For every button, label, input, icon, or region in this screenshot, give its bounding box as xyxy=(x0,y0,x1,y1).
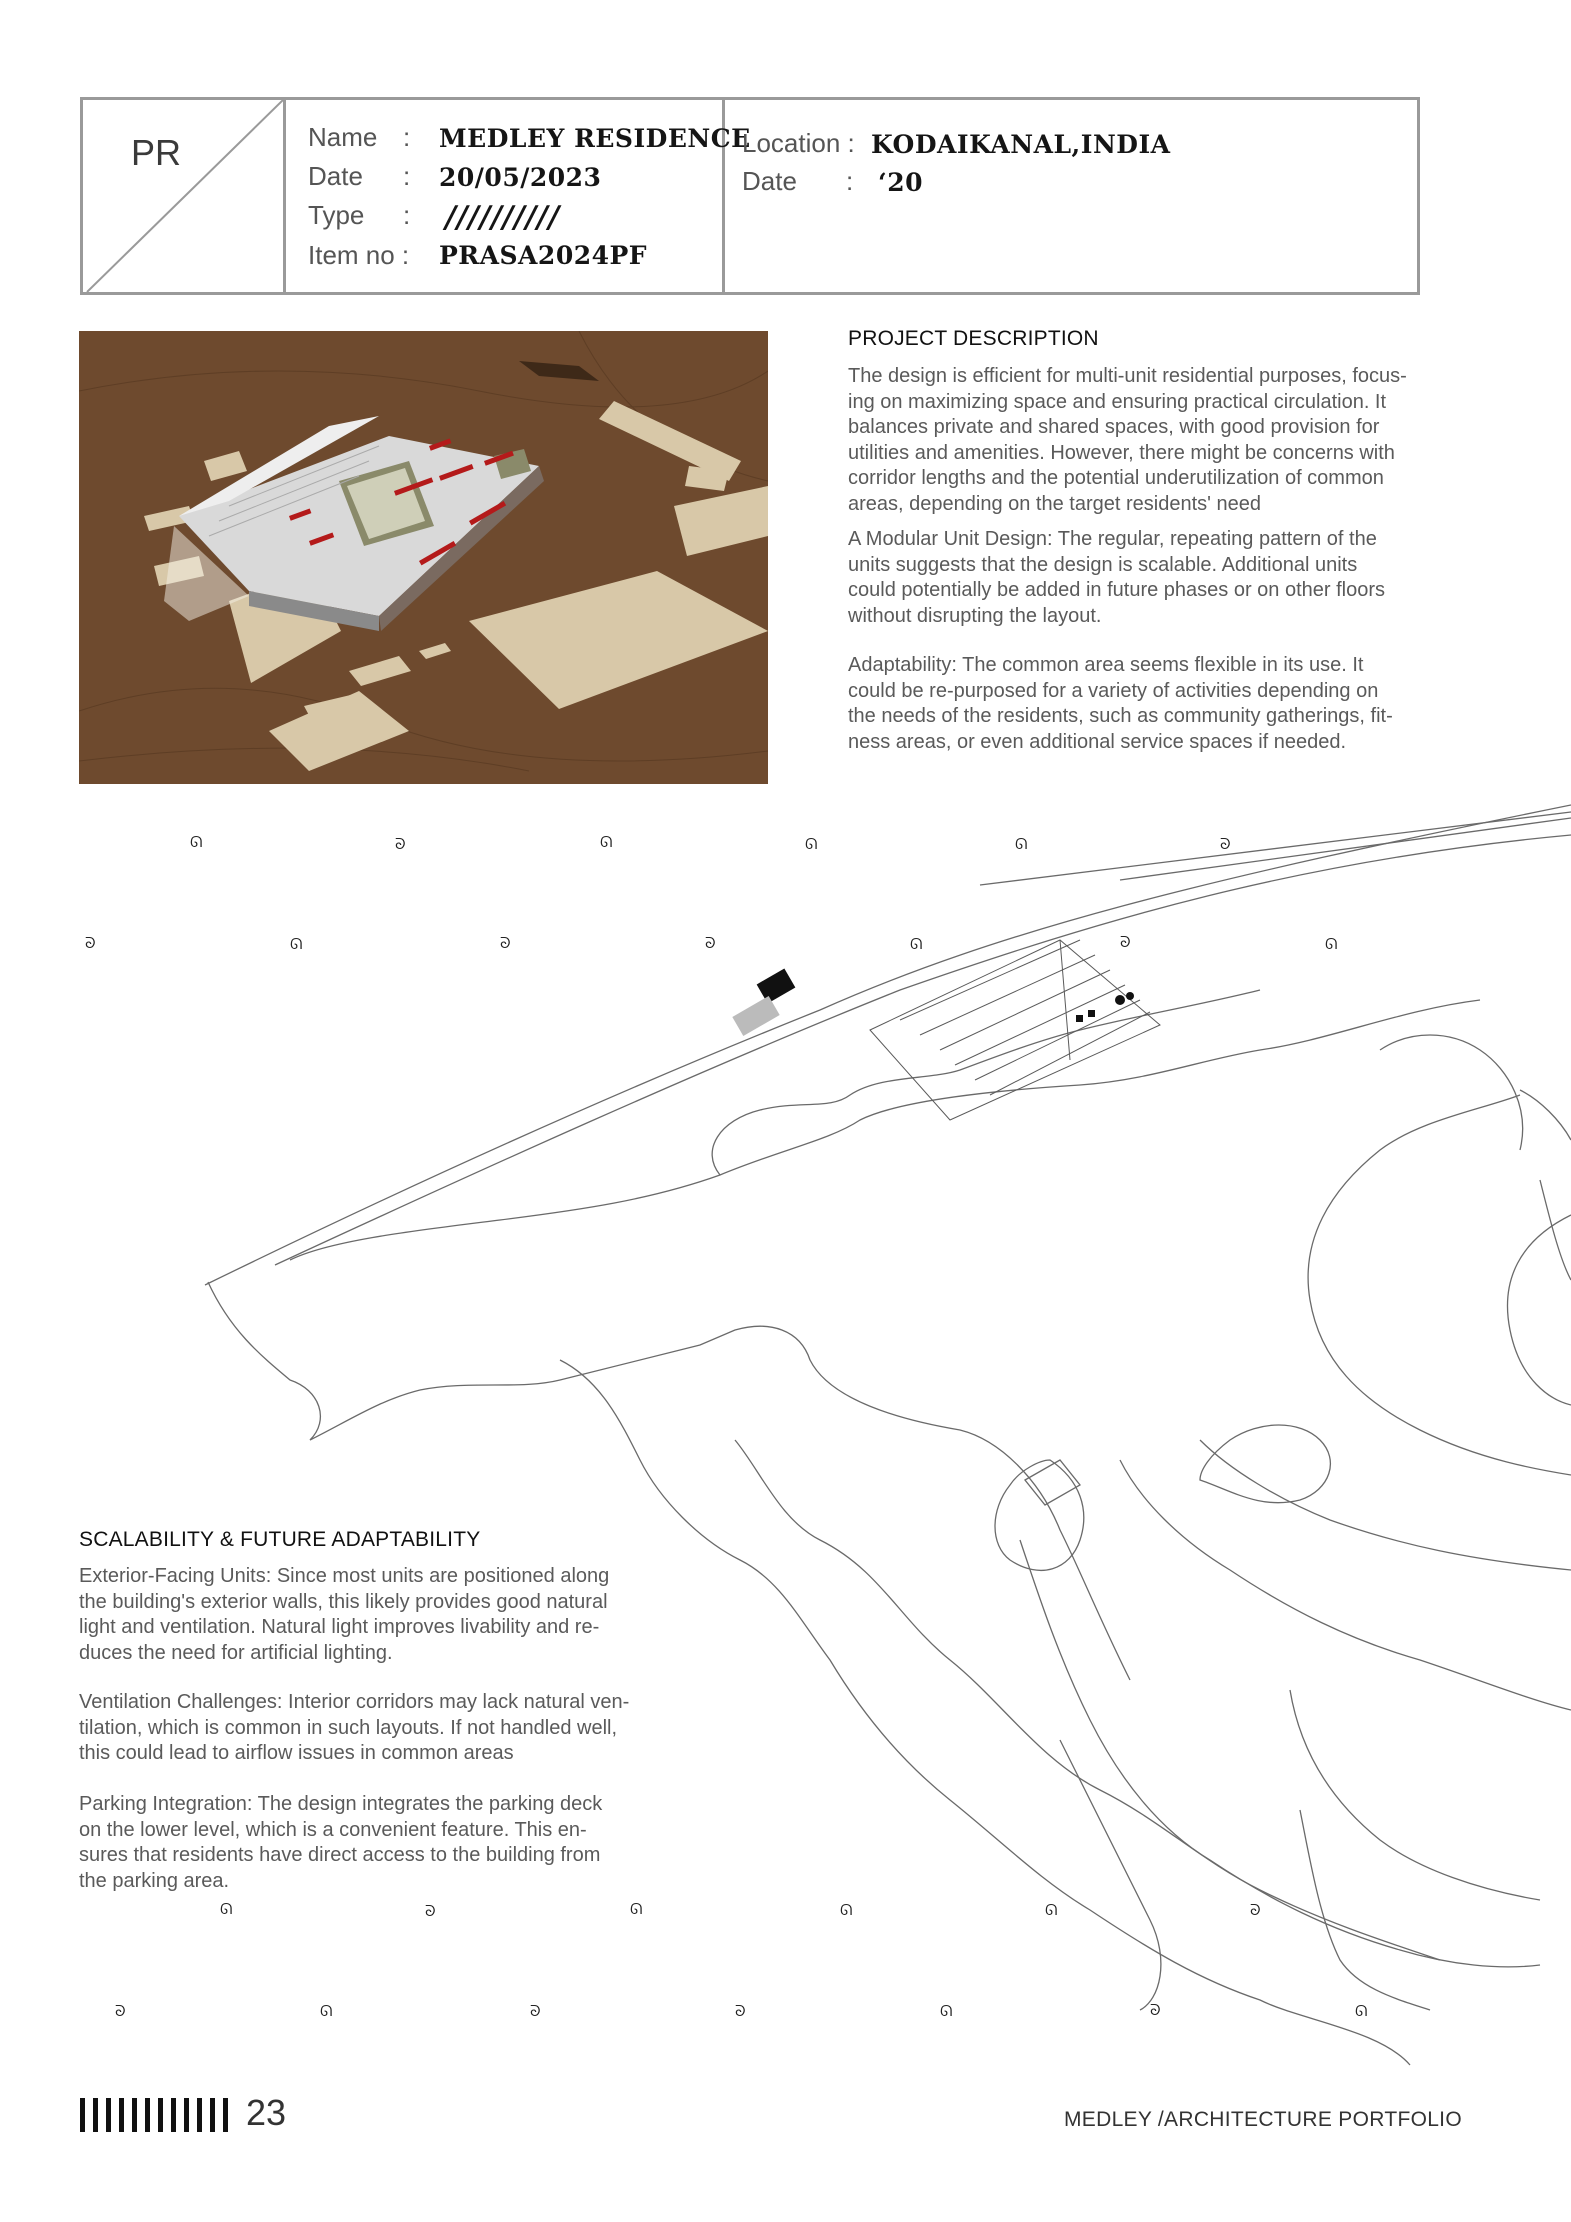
svg-text:ᘏ: ᘏ xyxy=(630,1900,643,1918)
svg-text:ᘏ: ᘏ xyxy=(910,935,923,953)
svg-text:ᘏ: ᘏ xyxy=(805,835,818,853)
exterior-units-paragraph: Exterior-Facing Units: Since most units are positioned along the building's exterior walls, this likely provides good natural light and ventilation. Natural light improves livability and re- duces the need for artificial lighting. xyxy=(79,1565,610,1664)
svg-text:ᘏ: ᘏ xyxy=(1355,2002,1368,2020)
svg-text:ᘏ: ᘏ xyxy=(1015,835,1028,853)
svg-text:ᘐ: ᘐ xyxy=(735,2002,746,2020)
date-value: 20/05/2023 xyxy=(439,163,602,192)
svg-text:ᘏ: ᘏ xyxy=(1325,935,1338,953)
footer-title: MEDLEY /ARCHITECTURE PORTFOLIO xyxy=(1064,2108,1462,2131)
adaptability-paragraph: Adaptability: The common area seems flexible in its use. It could be re-purposed for a variety of activities depending on the needs of the residents, such as community gatherings, fit- ness areas, or even additional service spaces if needed. xyxy=(848,654,1393,753)
svg-text:ᘏ: ᘏ xyxy=(1045,1901,1058,1919)
svg-text:ᘐ: ᘐ xyxy=(705,934,716,952)
svg-text:ᘏ: ᘏ xyxy=(940,2002,953,2020)
page-barcode-graphic xyxy=(80,2098,228,2132)
modular-unit-paragraph: A Modular Unit Design: The regular, repeating pattern of the units suggests that the design is scalable. Additional units could potentially be added in future phases or on other floors without disrupting the layout. xyxy=(848,528,1386,627)
diagonal-slash-graphic xyxy=(83,100,283,292)
page-number: 23 xyxy=(246,2092,287,2133)
date-label: Date xyxy=(308,161,363,191)
svg-text:ᘐ: ᘐ xyxy=(425,1902,436,1920)
project-description-title: PROJECT DESCRIPTION xyxy=(848,327,1099,350)
svg-text:ᘏ: ᘏ xyxy=(600,833,613,851)
date2-label: Date xyxy=(742,166,797,196)
svg-text:ᘏ: ᘏ xyxy=(320,2002,333,2020)
svg-text:ᘐ: ᘐ xyxy=(115,2002,126,2020)
svg-text:ᘐ: ᘐ xyxy=(500,934,511,952)
colon: : xyxy=(403,122,411,152)
colon: : xyxy=(403,161,411,191)
svg-text:ᘐ: ᘐ xyxy=(85,934,96,952)
svg-text:ᘐ: ᘐ xyxy=(1120,933,1131,951)
scalability-title: SCALABILITY & FUTURE ADAPTABILITY xyxy=(79,1528,481,1551)
svg-text:ᘐ: ᘐ xyxy=(530,2002,541,2020)
svg-text:ᘐ: ᘐ xyxy=(1150,2001,1161,2019)
name-value: MEDLEY RESIDENCE xyxy=(439,124,751,153)
svg-text:ᘐ: ᘐ xyxy=(1250,1901,1261,1919)
location-label: Location : xyxy=(742,128,855,158)
colon: : xyxy=(403,200,411,230)
colon: : xyxy=(846,166,854,196)
svg-text:ᘏ: ᘏ xyxy=(220,1900,233,1918)
building-aerial-render xyxy=(79,331,768,784)
project-description-paragraph: The design is efficient for multi-unit residential purposes, focus- ing on maximizing space and ensuring practical circulation. It balances private and shared spaces, with good provision for utilities and amenities. However, there might be concerns with corridor lengths and the potential underutilization of common areas, depending on the target residents' need xyxy=(848,365,1407,515)
date2-value: ‘20 xyxy=(878,168,923,197)
parking-paragraph: Parking Integration: The design integrates the parking deck on the lower level, which is a convenient feature. This en- sures that residents have direct access to the building from the parking area. xyxy=(79,1793,603,1892)
item-no-label: Item no : xyxy=(308,240,410,270)
site-contour-plan-drawing xyxy=(0,790,1571,2090)
location-value: KODAIKANAL,INDIA xyxy=(871,130,1171,159)
ventilation-paragraph: Ventilation Challenges: Interior corridors may lack natural ven- tilation, which is common in such layouts. If not handled well, this could lead to airflow issues in common areas xyxy=(79,1691,630,1764)
item-no-value: PRASA2024PF xyxy=(439,241,648,270)
type-label: Type xyxy=(308,200,365,230)
project-code: PR xyxy=(131,132,182,173)
svg-text:ᘐ: ᘐ xyxy=(395,835,406,853)
project-info-box xyxy=(80,97,1420,295)
svg-text:ᘏ: ᘏ xyxy=(840,1901,853,1919)
svg-text:ᘐ: ᘐ xyxy=(1220,835,1231,853)
type-value: ////////// xyxy=(445,200,560,235)
svg-text:ᘏ: ᘏ xyxy=(290,935,303,953)
svg-text:ᘏ: ᘏ xyxy=(190,833,203,851)
divider xyxy=(283,100,286,292)
name-label: Name xyxy=(308,122,378,152)
